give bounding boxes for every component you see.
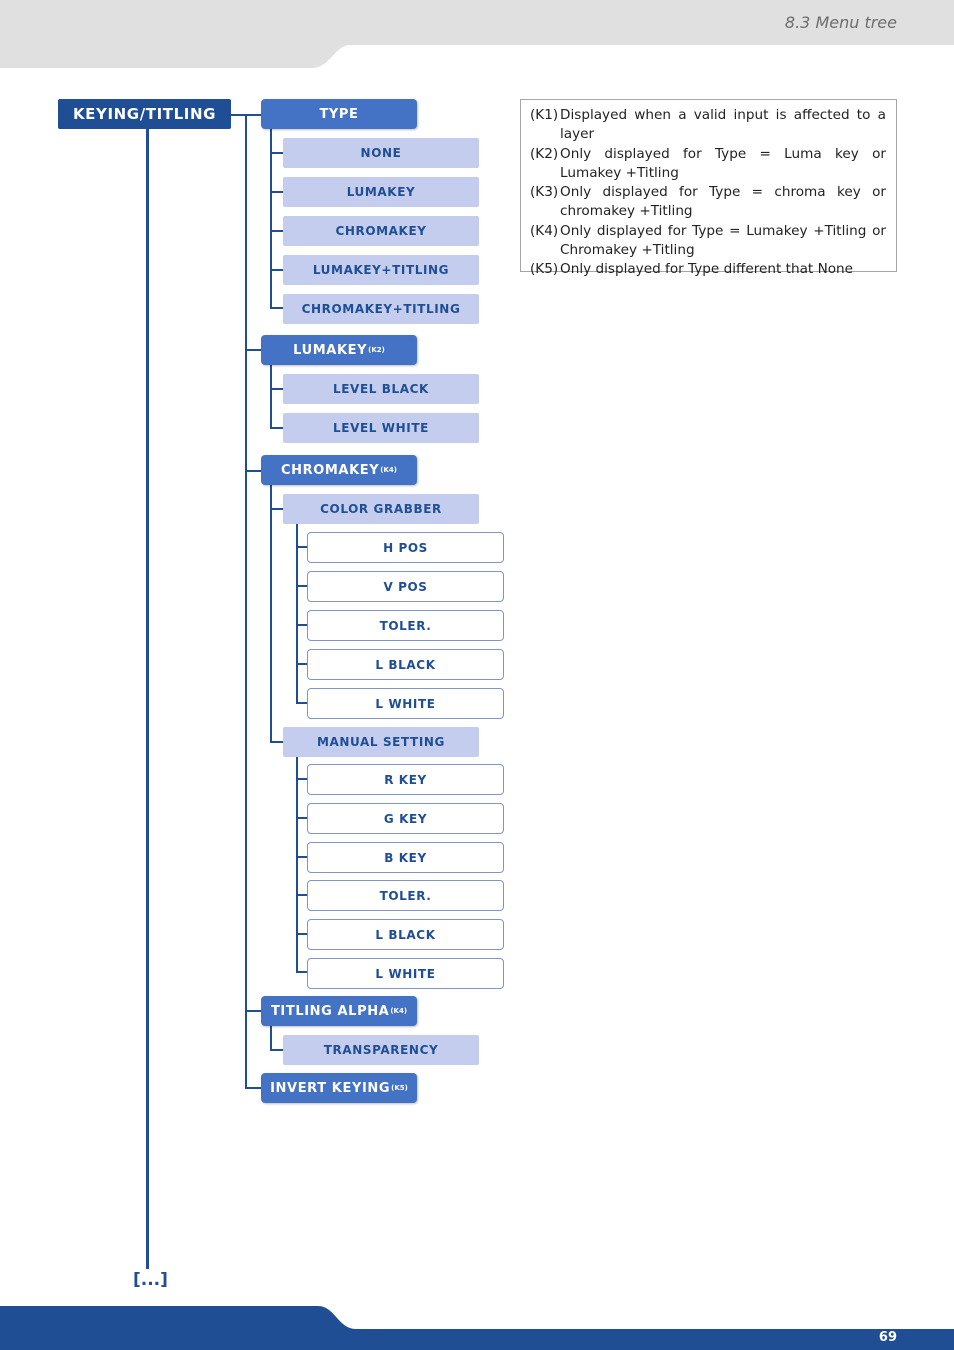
menu-item-h-pos: H POS — [307, 532, 504, 563]
menu-item-l-white: L WHITE — [307, 958, 504, 989]
tree-continuation: [...] — [133, 1270, 168, 1290]
menu-item-color-grabber: COLOR GRABBER — [283, 494, 479, 524]
menu-option-chromakey: CHROMAKEY — [283, 216, 479, 246]
menu-item-v-pos: V POS — [307, 571, 504, 602]
menu-option-lumakey-titling: LUMAKEY+TITLING — [283, 255, 479, 285]
menu-node-lumakey-label: LUMAKEY — [293, 342, 368, 358]
note-k3 — [530, 183, 886, 222]
menu-node-chromakey — [261, 455, 417, 485]
menu-node-lumakey — [261, 335, 417, 365]
note-ref-k4: (K4) — [380, 466, 397, 474]
note-k1 — [530, 106, 886, 145]
note-text: Only displayed for Type = Lumakey +Titling or Chromakey +Titling — [560, 222, 886, 259]
note-k2 — [530, 145, 886, 184]
menu-item-b-key: B KEY — [307, 842, 504, 873]
menu-node-invert-keying-label: INVERT KEYING — [270, 1080, 391, 1096]
menu-node-titling-alpha — [261, 996, 417, 1026]
menu-item-transparency: TRANSPARENCY — [283, 1035, 479, 1065]
note-text: Only displayed for Type = Luma key or Lumakey +Titling — [560, 145, 886, 181]
menu-item-g-key: G KEY — [307, 803, 504, 834]
note-text: Only displayed for Type different that None — [560, 261, 854, 278]
page-number: 69 — [878, 1330, 897, 1345]
note-k4 — [530, 222, 886, 261]
menu-option-chromakey-titling: CHROMAKEY+TITLING — [283, 294, 479, 324]
menu-node-titling-alpha-label: TITLING ALPHA — [270, 1003, 390, 1019]
note-key: (K4) — [530, 222, 559, 239]
note-key: (K3) — [530, 184, 559, 201]
menu-node-keying-titling: KEYING/TITLING — [58, 99, 231, 129]
notes-box — [520, 99, 897, 278]
note-ref-k4: (K4) — [390, 1007, 408, 1015]
section-title: 8.3 Menu tree — [784, 13, 897, 32]
menu-item-level-white: LEVEL WHITE — [283, 413, 479, 443]
note-ref-k5: (K5) — [391, 1084, 408, 1092]
menu-item-manual-setting: MANUAL SETTING — [283, 727, 479, 757]
note-key: (K1) — [530, 107, 559, 123]
menu-item-r-key: R KEY — [307, 764, 504, 795]
menu-item-l-black: L BLACK — [307, 649, 504, 680]
menu-node-chromakey-label: CHROMAKEY — [281, 462, 380, 478]
menu-node-invert-keying — [261, 1073, 417, 1103]
note-text: Only displayed for Type = chroma key or chromakey +Titling — [560, 184, 886, 220]
menu-node-type — [261, 99, 417, 129]
note-key: (K2) — [530, 145, 559, 162]
menu-item-l-black: L BLACK — [307, 919, 504, 950]
menu-node-type-label: TYPE — [319, 106, 359, 122]
page-header-band — [0, 0, 954, 70]
note-ref-k2: (K2) — [368, 346, 385, 354]
menu-option-lumakey: LUMAKEY — [283, 177, 479, 207]
menu-item-toler: TOLER. — [307, 880, 504, 911]
note-key: (K5) — [530, 261, 559, 278]
note-text: Displayed when a valid input is affected to a layer — [560, 107, 886, 143]
note-k5 — [530, 260, 886, 279]
menu-item-level-black: LEVEL BLACK — [283, 374, 479, 404]
menu-item-toler: TOLER. — [307, 610, 504, 641]
menu-option-none: NONE — [283, 138, 479, 168]
page-footer-band — [0, 1300, 954, 1350]
menu-item-l-white: L WHITE — [307, 688, 504, 719]
